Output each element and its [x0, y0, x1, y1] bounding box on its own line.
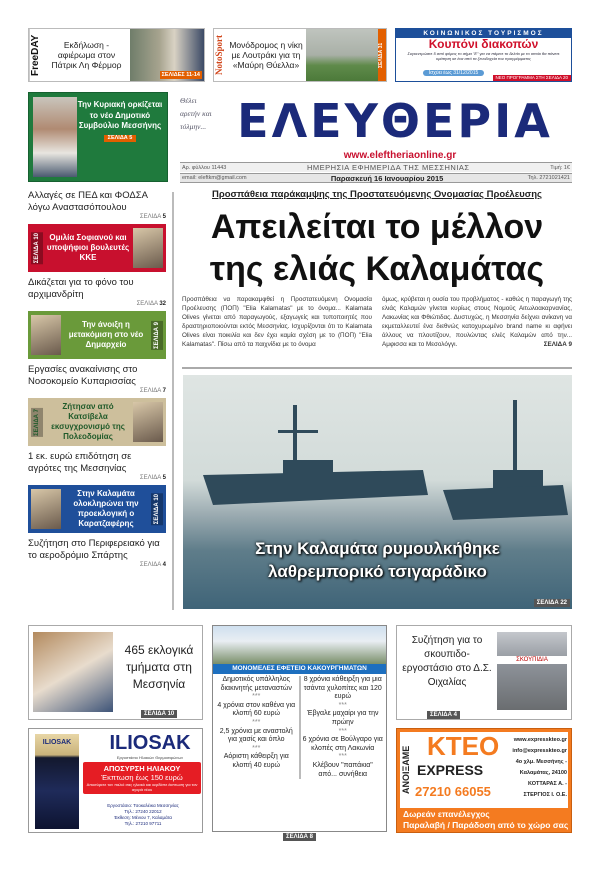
- feature-text: Την Κυριακή ορκίζεται το νέο Δημοτικό Συμβούλιο Μεσσήνης: [77, 100, 163, 130]
- page-tag: ΣΕΛΙΔΑ 9: [151, 321, 163, 350]
- caption-line-1: Στην Καλαμάτα ρυμουλκήθηκε: [255, 539, 500, 558]
- news-headline: Συζήτηση στο Περιφερειακό για το αεροδρόμιο Σπάρτης: [28, 538, 160, 561]
- portrait-photo: [33, 97, 77, 177]
- court-item: 8 χρόνια κάθειρξη για μια τσάντα χυλοπίτες και 120 ευρώ: [303, 676, 382, 701]
- iliosak-tagline: Εργοστάσιο Ηλιακών Θερμοσιφώνων: [116, 755, 184, 760]
- landfill-photo: [497, 632, 567, 710]
- page-tag: ΣΕΛΙΔΑ 10: [141, 710, 177, 718]
- page-tag: ΣΕΛΙΔΑ 9: [543, 341, 572, 348]
- separator: ***: [338, 753, 347, 761]
- email: email: eleftkm@gmail.com: [182, 175, 247, 181]
- page-number: 4: [162, 562, 166, 568]
- court-item: 2,5 χρόνια με αναστολή για χασίς και όπλο: [219, 727, 293, 744]
- phone: Τηλ. 2721021421: [527, 175, 570, 181]
- separator: ***: [252, 693, 261, 701]
- date: Παρασκευή 16 Ιανουαρίου 2015: [330, 173, 444, 183]
- lead-body-col-1: Προσπάθεια να παρακαμφθεί η Προστατευόμενη Ονομασία Προέλευσης (ΠΟΠ) "Elia Kalamatas" με το όνομα... Kalamata Olives γίνεται από παραγωγούς, εξαγωγείς και τυποποιητές που δραστηριοποιούνται εκτός Μεσσηνίας. Ισχυρίζονται ότι το Kalamata Olives είναι ποικιλία και δεν έχει καμία σχέση με το (ΠΟΠ) "Elia Kalamatas". Πίσω από τα παιχνίδια με το όνομα: [182, 296, 372, 348]
- landfill-text: Συζήτηση για το σκουπιδο- εργοστάσιο στο Δ.Σ. Οιχαλίας: [402, 635, 492, 688]
- teaser-notosport[interactable]: [213, 28, 387, 82]
- separator: ***: [338, 727, 347, 735]
- page-word: ΣΕΛΙΔΑ: [139, 214, 161, 220]
- separator: ***: [252, 744, 261, 752]
- kteo-phone: 27210 66055: [415, 784, 491, 799]
- page-tag: [28, 387, 166, 395]
- lead-body-col-2: όμως, κρύβεται η ουσία του προβλήματος - καθώς η παραγωγή της ελιάς Καλαμών γίνεται κυρίως στους Νομούς Αιτωλοακαρνανίας, Λακωνίας και Φθιώτιδας. Δυστυχώς, η Μεσσηνία δείχνει ανίκανη να εκμεταλλευτεί ένα διεθνώς κατοχυρωμένο brand name κι αφήνει άλλους να πλουτίζουν, πουλώντας ελιές Καλαμών από την... Αμφισσα και το Μεσολόγγι.: [382, 296, 572, 348]
- column-divider: [172, 192, 174, 610]
- landfill-box[interactable]: [396, 625, 572, 720]
- page-tag: ΣΕΛΙΔΑ 22: [534, 599, 570, 607]
- feature-text: Την άνοιξη η μετακόμιση στο νέο Δημαρχείο: [68, 320, 144, 349]
- lead-kicker: Προσπάθεια παράκαμψης της Προστατευόμενης Ονομασίας Προέλευσης: [211, 189, 542, 200]
- page-word: ΣΕΛΙΔΑ: [139, 388, 161, 394]
- court-item: 6 χρόνια σε Βούλγαρο για κλοπές στη Λακωνία: [302, 736, 383, 752]
- page-number: 5: [162, 475, 166, 481]
- separator: ***: [252, 718, 261, 726]
- contact-line: Καλαμάτας, 24100: [519, 770, 567, 776]
- page-tag: [28, 474, 166, 482]
- contact-line: Εργοστάσιο: Τσοκαλέικα Μεσσηνίας: [107, 803, 179, 808]
- page-number: 5: [162, 214, 166, 220]
- offer-details: Αποσύρετε τον παλιό σας ηλιακό και κερδίστε έκπτωση για τον αγορά νέου: [86, 782, 198, 792]
- headline-line-1: Απειλείται το μέλλον: [210, 208, 544, 246]
- elections-text: 465 εκλογικά τμήματα στη Μεσσηνία: [124, 643, 194, 691]
- separator: ***: [338, 701, 347, 709]
- contact-line: www.expresskteo.gr: [513, 737, 567, 743]
- news-headline: Εργασίες ανακαίνισης στο Νοσοκομείο Κυπαρισσίας: [28, 364, 138, 387]
- left-column: [28, 190, 166, 570]
- page-tag: ΣΕΛΙΔΑ 10: [31, 232, 43, 264]
- kteo-footer-2: Παραλαβή / Παράδοση από το χώρο σας: [403, 820, 569, 830]
- feature-photo: [133, 402, 163, 442]
- subtitle: ΗΜΕΡΗΣΙΑ ΕΦΗΜΕΡΙΔΑ ΤΗΣ ΜΕΣΣΗΝΙΑΣ: [306, 163, 470, 172]
- lead-headline[interactable]: [182, 206, 572, 290]
- court-item: Κλέβουν "παπάκια" από... συνήθεια: [312, 761, 373, 778]
- left-news-item[interactable]: [28, 451, 166, 482]
- iliosak-logo: ILIOSAK: [109, 732, 191, 754]
- court-item: Έβγαλε μαχαίρι για την πρώην: [307, 710, 379, 726]
- teaser-header: ΚΟΙΝΩΝΙΚΟΣ ΤΟΥΡΙΣΜΟΣ: [396, 29, 571, 38]
- freeday-brand: FreeDAY: [29, 29, 43, 81]
- kteo-side-label: ΑΝΟΙΞΑΜΕ: [401, 745, 411, 795]
- news-headline: Δικάζεται για το φόνο του αρχιμανδρίτη: [28, 277, 134, 300]
- left-news-item[interactable]: [28, 190, 166, 221]
- notosport-brand: NotoSport: [214, 35, 224, 75]
- kteo-footer: [403, 809, 568, 831]
- feature-photo: [31, 315, 61, 355]
- kteo-express: EXPRESS: [417, 762, 484, 778]
- page-word: ΣΕΛΙΔΑ: [139, 475, 161, 481]
- price: Τιμή: 1€: [550, 164, 570, 171]
- court-box[interactable]: [212, 625, 387, 840]
- info-bar-1: [180, 162, 572, 172]
- news-headline: 1 εκ. ευρώ επιδότηση σε αγρότες της Μεσσηνίας: [28, 451, 132, 474]
- feature-text: Στην Καλαμάτα ολοκληρώνει την προεκλογική ο Καρατζαφέρης: [73, 489, 139, 528]
- teaser-text: Εκδήλωση - αφιέρωμα στον Πάτρικ Λη Φέρμορ: [51, 40, 122, 70]
- caption-line-2: λαθρεμπορικό τσιγαράδικο: [268, 562, 487, 581]
- page-tag: ΣΕΛΙΔΑ 10: [151, 493, 163, 525]
- court-item: 4 χρόνια στον καθένα για κλοπή 60 ευρώ: [217, 701, 296, 718]
- court-item: Δημοτικός υπάλληλος διακινητής μεταναστών: [220, 676, 292, 692]
- left-feature-box[interactable]: [28, 485, 166, 533]
- page-word: ΣΕΛΙΔΑ: [136, 301, 158, 307]
- teaser-text: Μονόδρομος η νίκη με Λουτράκι για τη «Μαύρη Θύελλα»: [229, 40, 303, 70]
- small-logo: ILIOSAK: [42, 739, 72, 746]
- divider: [182, 367, 572, 369]
- page-tag: ΣΕΛΙΔΑ 5: [104, 135, 137, 142]
- contact-line: ΚΟΤΤΑΡΑΣ Α. -: [528, 781, 567, 787]
- court-left-col: [216, 676, 301, 779]
- feature-photo: [133, 228, 163, 268]
- contact-line: Τηλ.: 27210 97711: [124, 821, 162, 826]
- iliosak-contact: [85, 803, 201, 827]
- teaser-social-tourism[interactable]: [395, 28, 572, 82]
- court-banner: ΜΟΝΟΜΕΛΕΣ ΕΦΕΤΕΙΟ ΚΑΚΟΥΡΓΗΜΑΤΩΝ: [213, 664, 386, 674]
- teaser-freeday[interactable]: [28, 28, 205, 82]
- elections-photo: [33, 632, 113, 712]
- feature-text: Ζήτησαν από Κατσίβελα εκσυγχρονισμό της Πολεοδομίας: [51, 402, 125, 441]
- left-news-item[interactable]: [28, 277, 166, 308]
- teaser-photo: [306, 29, 378, 81]
- green-feature-box[interactable]: [28, 92, 168, 182]
- page-tag: ΣΕΛΙΔΑ 31: [378, 29, 386, 81]
- teaser-title: Κουπόνι διακοπών: [428, 37, 539, 51]
- issue-number: Αρ. φύλλου 11443: [182, 164, 227, 171]
- kteo-footer-1: Δωρεάν επανέλεγχος: [403, 809, 490, 819]
- kteo-contact: [505, 735, 567, 801]
- photo-story[interactable]: [183, 375, 572, 609]
- elections-box[interactable]: [28, 625, 203, 720]
- page-tag: ΝΕΟ ΠΡΟΓΡΑΜΜΑ ΣΤΗ ΣΕΛΙΔΑ 20: [493, 75, 572, 81]
- iliosak-ad[interactable]: [28, 728, 203, 833]
- contact-line: Έκθεση: Μένιου 7, Καλαμάτα: [113, 815, 173, 820]
- protest-sign: ΣΚΟΥΠΙΔΙΑ: [497, 656, 567, 664]
- page-tag: [28, 561, 166, 569]
- page-tag: ΣΕΛΙΔΕΣ 11-14: [161, 72, 200, 78]
- left-feature-box[interactable]: [28, 311, 166, 359]
- feature-photo: [31, 489, 61, 529]
- court-photo: [213, 626, 386, 664]
- court-right-col: [301, 676, 384, 779]
- teaser-photo: [130, 29, 204, 81]
- left-news-item[interactable]: [28, 538, 166, 569]
- info-bar-2: [180, 173, 572, 183]
- page-tag: ΣΕΛΙΔΑ 7: [31, 408, 43, 437]
- lead-body: [182, 295, 572, 349]
- newspaper-logo: ΕΛΕΥΘΕΡΙΑ: [237, 94, 553, 148]
- headline-line-2: της ελιάς Καλαμάτας: [209, 250, 545, 288]
- feature-text: Ομιλία Σοφιανού και υποψήφιοι βουλευτές ΚΚΕ: [46, 233, 130, 262]
- contact-line: info@expresskteo.gr: [512, 748, 567, 754]
- offer-title: ΑΠΟΣΥΡΣΗ ΗΛΙΑΚΟΥ: [103, 764, 181, 773]
- left-news-item[interactable]: [28, 364, 166, 395]
- left-feature-box[interactable]: [28, 224, 166, 272]
- page-word: ΣΕΛΙΔΑ: [139, 562, 161, 568]
- kteo-logo: ΚΤΕΟ: [427, 731, 500, 761]
- news-headline: Αλλαγές σε ΠΕΔ και ΦΟΔΣΑ λόγω Αναστασόπουλου: [28, 190, 148, 213]
- teaser-text: Συγκεντρώστε 5 από φόρεις το σήμα "Ε" για να πάρετε το δελτίο με το οποίο θα πάνετε κράτηση σε ένα από τα ξενοδοχεία του προγράμματος: [407, 51, 560, 61]
- solar-heater-image: [35, 734, 79, 829]
- court-item: Αόριστη κάθειρξη για κλοπή 40 ευρώ: [223, 753, 289, 769]
- page-number: 7: [162, 388, 166, 394]
- page-number: 32: [159, 301, 166, 307]
- teaser-valid: Ισχύει έως 31/12/2015: [423, 70, 485, 76]
- kteo-ad[interactable]: [396, 728, 572, 833]
- slogan: Θέλει αρετήν και τόλμην...: [180, 96, 212, 131]
- offer-discount: Έκπτωση έως 150 ευρώ: [101, 773, 183, 782]
- photo-caption: [183, 537, 572, 583]
- page-tag: [28, 213, 166, 221]
- contact-line: Τηλ.: 27240 22012: [124, 809, 162, 814]
- left-feature-box[interactable]: [28, 398, 166, 446]
- page-tag: [28, 300, 166, 308]
- page-tag: ΣΕΛΙΔΑ 4: [427, 711, 460, 719]
- iliosak-offer: [83, 762, 201, 794]
- website-link[interactable]: www.eleftheriaonline.gr: [343, 150, 457, 161]
- contact-line: ΣΤΕΡΓΙΟΣ Ι. Ο.Ε.: [523, 792, 567, 798]
- contact-line: 4ο χλμ. Μεσσήνης -: [515, 759, 567, 765]
- page-tag: ΣΕΛΙΔΑ 8: [283, 833, 316, 841]
